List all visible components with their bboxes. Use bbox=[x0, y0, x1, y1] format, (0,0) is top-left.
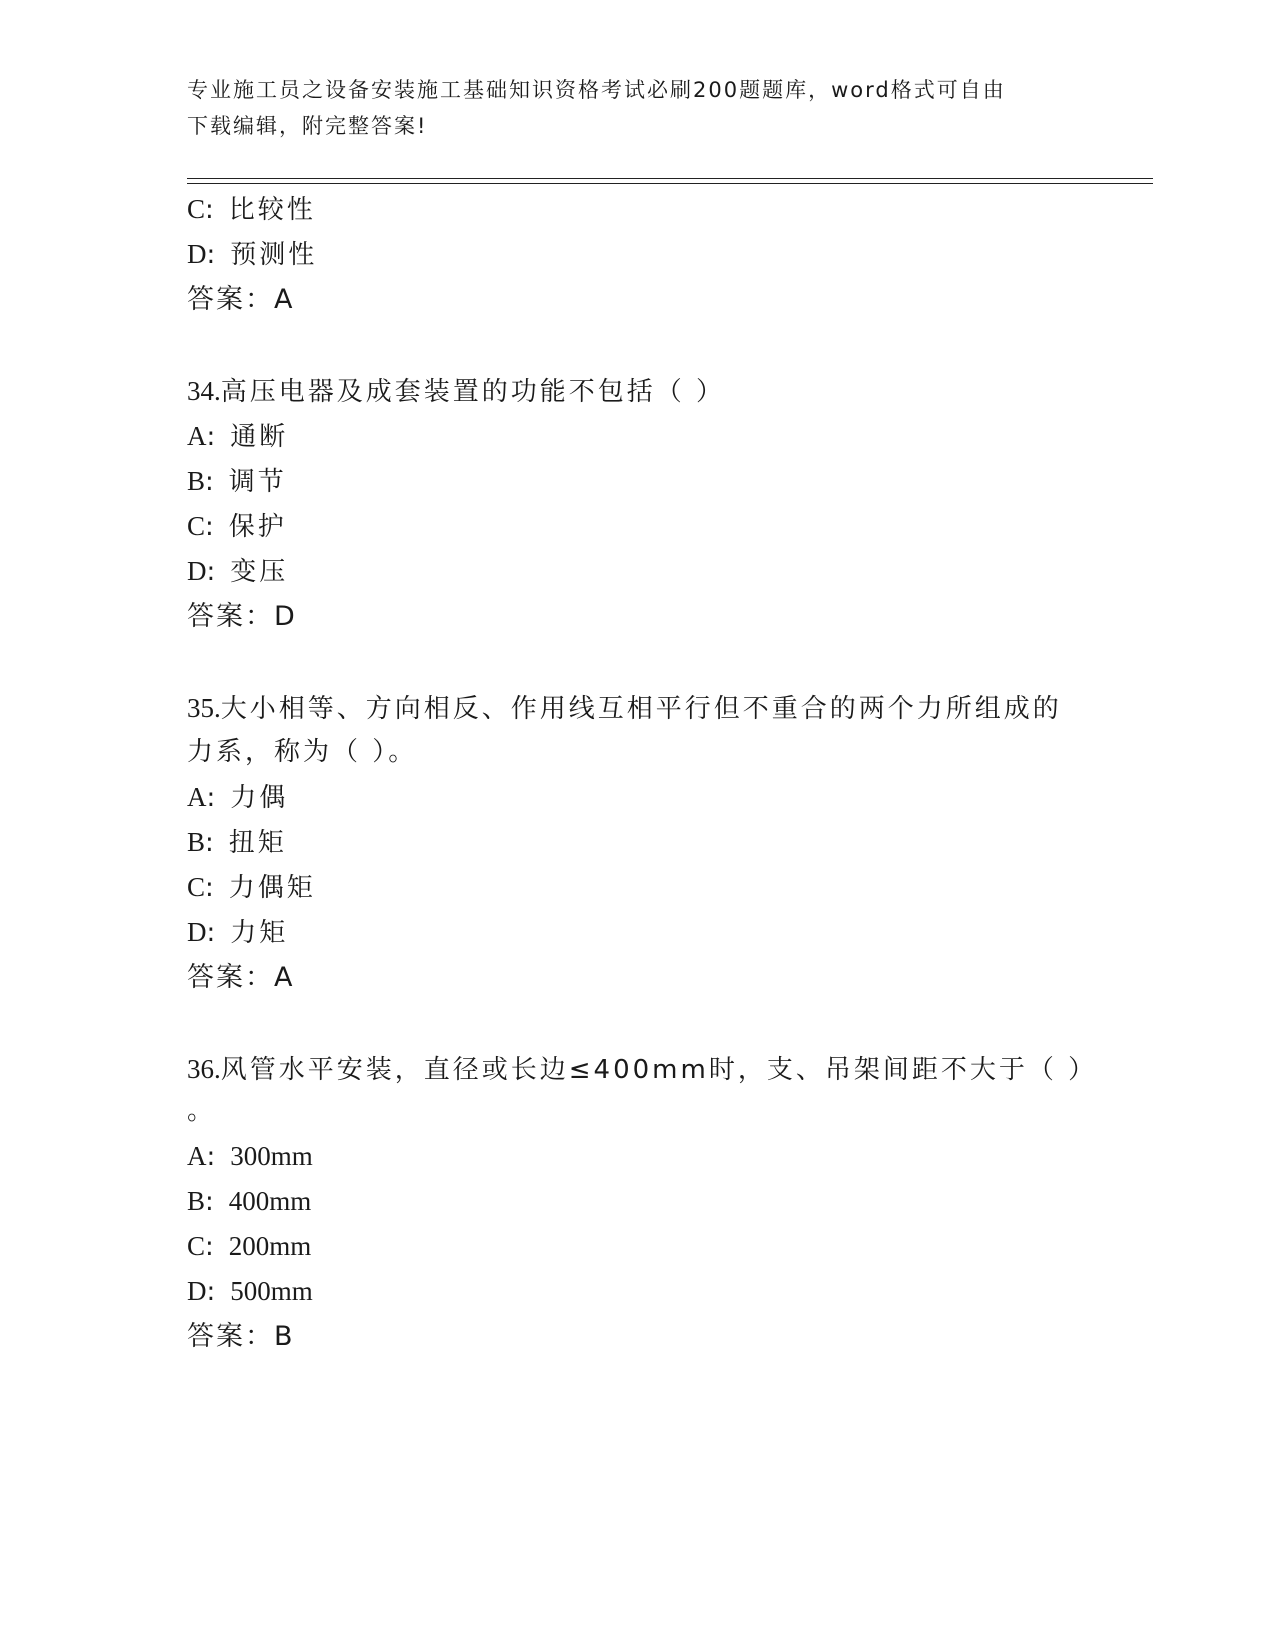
option-text: 400mm bbox=[228, 1186, 312, 1216]
answer-value: D bbox=[274, 601, 297, 632]
option-letter: A bbox=[187, 1141, 207, 1171]
option-text: 扭矩 bbox=[228, 828, 287, 858]
option-colon: : bbox=[205, 467, 217, 497]
option-letter: A bbox=[187, 421, 207, 451]
answer-value: A bbox=[274, 284, 295, 315]
option-colon: : bbox=[205, 195, 217, 225]
answer-value: B bbox=[274, 1321, 295, 1352]
question-stem-continued: 力系，称为（ ）。 bbox=[187, 737, 418, 767]
answer-label: 答案： bbox=[187, 601, 274, 632]
option-colon: : bbox=[205, 512, 217, 542]
question-stem: 风管水平安装，直径或长边≤400mm时，支、吊架间距不大于（ ） bbox=[220, 1055, 1098, 1085]
q35-stem-line-2 bbox=[187, 737, 417, 767]
option-text: 200mm bbox=[228, 1231, 312, 1261]
q36-stem-line-1 bbox=[187, 1054, 1097, 1085]
option-text: 预测性 bbox=[230, 240, 318, 270]
option-letter: B bbox=[187, 466, 206, 496]
q35-option-b bbox=[187, 827, 287, 858]
q36-option-c bbox=[187, 1231, 311, 1262]
option-colon: : bbox=[205, 873, 217, 903]
header-line-2: 下载编辑，附完整答案! bbox=[187, 114, 428, 138]
q36-answer bbox=[187, 1322, 295, 1352]
q34-option-b bbox=[187, 466, 287, 497]
question-number: 35. bbox=[187, 693, 221, 723]
option-colon: : bbox=[205, 1232, 217, 1262]
option-colon: : bbox=[206, 1277, 219, 1307]
answer-label: 答案： bbox=[187, 284, 274, 315]
option-text: 保护 bbox=[228, 512, 287, 542]
q35-answer bbox=[187, 963, 294, 993]
q35-option-a bbox=[187, 782, 288, 813]
option-colon: : bbox=[205, 1187, 217, 1217]
q34-option-c bbox=[187, 511, 287, 542]
document-header bbox=[187, 72, 1087, 144]
q34-stem bbox=[187, 376, 725, 407]
q35-stem-line-1 bbox=[187, 693, 1062, 724]
q36-stem-line-2 bbox=[187, 1096, 216, 1126]
q36-option-b bbox=[187, 1186, 311, 1217]
header-divider-top bbox=[187, 178, 1153, 179]
q35-option-c bbox=[187, 872, 316, 903]
question-stem-continued: 。 bbox=[187, 1096, 217, 1126]
question-number: 36. bbox=[187, 1054, 221, 1084]
option-colon: : bbox=[206, 557, 219, 587]
option-text: 300mm bbox=[230, 1141, 313, 1171]
option-colon: : bbox=[205, 828, 217, 858]
option-colon: : bbox=[206, 918, 219, 948]
q36-option-a bbox=[187, 1141, 313, 1172]
answer-label: 答案： bbox=[187, 1321, 274, 1352]
option-text: 500mm bbox=[230, 1276, 313, 1306]
option-text: 通断 bbox=[230, 422, 289, 452]
option-letter: C bbox=[187, 511, 206, 541]
option-text: 变压 bbox=[230, 557, 289, 587]
question-stem: 大小相等、方向相反、作用线互相平行但不重合的两个力所组成的 bbox=[220, 694, 1062, 724]
option-text: 力偶矩 bbox=[228, 873, 316, 903]
option-colon: : bbox=[206, 1142, 219, 1172]
option-letter: D bbox=[187, 1276, 207, 1306]
question-number: 34. bbox=[187, 376, 221, 406]
option-text: 比较性 bbox=[228, 195, 316, 225]
option-letter: A bbox=[187, 782, 207, 812]
option-text: 力矩 bbox=[230, 918, 289, 948]
option-text: 调节 bbox=[228, 467, 287, 497]
header-divider-bottom bbox=[187, 183, 1153, 184]
q34-answer bbox=[187, 602, 297, 632]
q36-option-d bbox=[187, 1276, 313, 1307]
header-line-1: 专业施工员之设备安装施工基础知识资格考试必刷200题题库，word格式可自由 bbox=[187, 78, 1006, 102]
q34-option-a bbox=[187, 421, 288, 452]
option-letter: C bbox=[187, 872, 206, 902]
option-colon: : bbox=[206, 783, 219, 813]
question-stem: 高压电器及成套装置的功能不包括（ ） bbox=[220, 377, 726, 407]
q35-option-d bbox=[187, 917, 288, 948]
option-colon: : bbox=[206, 240, 219, 270]
answer-value: A bbox=[274, 962, 295, 993]
q33-option-d bbox=[187, 239, 317, 270]
option-colon: : bbox=[206, 422, 219, 452]
q34-option-d bbox=[187, 556, 288, 587]
option-text: 力偶 bbox=[230, 783, 289, 813]
option-letter: D bbox=[187, 556, 207, 586]
option-letter: B bbox=[187, 1186, 206, 1216]
q33-option-c bbox=[187, 194, 316, 225]
option-letter: C bbox=[187, 194, 206, 224]
option-letter: C bbox=[187, 1231, 206, 1261]
option-letter: B bbox=[187, 827, 206, 857]
option-letter: D bbox=[187, 239, 207, 269]
q33-answer bbox=[187, 285, 294, 315]
option-letter: D bbox=[187, 917, 207, 947]
answer-label: 答案： bbox=[187, 962, 274, 993]
